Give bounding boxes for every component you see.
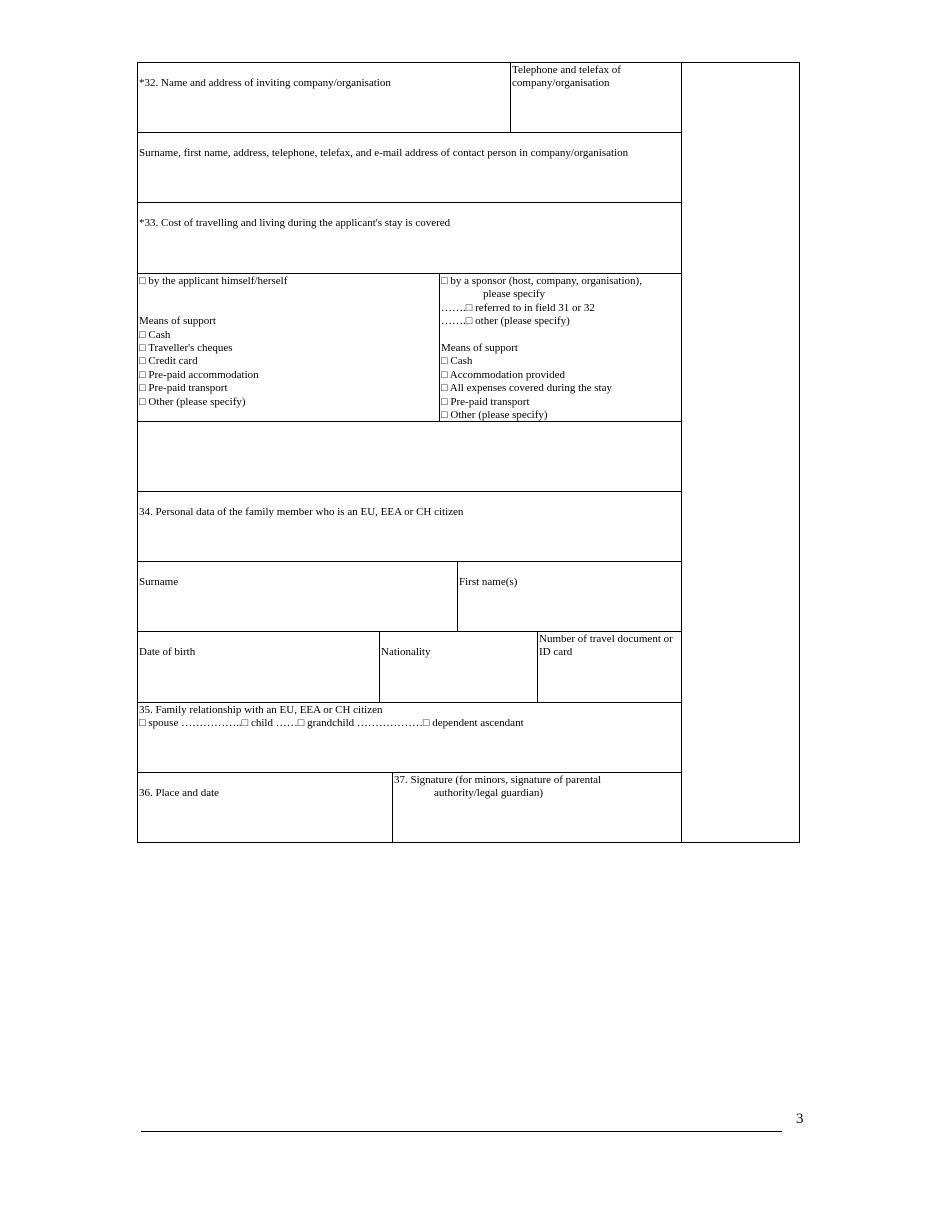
- date-of-birth-label: Date of birth: [139, 646, 196, 659]
- first-name-label: First name(s): [459, 576, 518, 589]
- applicant-means-travellers-cheques-checkbox[interactable]: □ Traveller's cheques: [139, 342, 233, 354]
- sponsor-please-specify: please specify: [483, 288, 545, 301]
- applicant-means-cell: [138, 274, 439, 421]
- sponsor-means-label: Means of support: [441, 342, 518, 355]
- field-32-company-name-address[interactable]: [138, 63, 510, 132]
- field-37-signature[interactable]: [393, 773, 681, 842]
- date-of-birth-field[interactable]: [138, 632, 379, 702]
- field-34-label: 34. Personal data of the family member who is an EU, EEA or CH citizen: [139, 506, 464, 519]
- applicant-himself-checkbox[interactable]: □ by the applicant himself/herself: [139, 275, 288, 287]
- grid-line: [799, 62, 800, 843]
- applicant-means-credit-card-checkbox[interactable]: □ Credit card: [139, 355, 198, 368]
- sponsor-means-other-checkbox[interactable]: □ Other (please specify): [441, 409, 548, 422]
- field-33-cost-coverage[interactable]: [138, 203, 681, 273]
- applicant-means-other-checkbox[interactable]: □ Other (please specify): [139, 395, 246, 408]
- field-37-label: 37. Signature (for minors, signature of parental: [394, 774, 602, 786]
- field-33-label: *33. Cost of travelling and living during the applicant's stay is covered: [139, 217, 451, 230]
- applicant-means-cash-checkbox[interactable]: □ Cash: [139, 328, 171, 341]
- applicant-means-prepaid-accommodation-checkbox[interactable]: □ Pre-paid accommodation: [139, 368, 259, 381]
- sponsor-referred-field-checkbox[interactable]: …….□ referred to in field 31 or 32: [441, 301, 595, 314]
- spacer: [139, 302, 438, 315]
- field-36-label: 36. Place and date: [139, 787, 220, 800]
- sponsor-checkbox[interactable]: □ by a sponsor (host, company, organisation),: [441, 275, 642, 287]
- sponsor-means-all-expenses-checkbox[interactable]: □ All expenses covered during the stay: [441, 382, 612, 395]
- field-32-label: *32. Name and address of inviting company/organisation: [139, 77, 391, 90]
- field-35-family-relationship: [138, 703, 681, 772]
- specify-text-field[interactable]: [138, 422, 681, 491]
- surname-field[interactable]: [138, 562, 457, 631]
- sponsor-means-accommodation-checkbox[interactable]: □ Accommodation provided: [441, 368, 565, 381]
- page-number: 3: [796, 1111, 804, 1127]
- field-32-phone-label: Telephone and telefax of company/organisation: [512, 64, 621, 90]
- grid-line: [137, 842, 800, 843]
- field-34-family-member-data: [138, 492, 681, 561]
- sponsor-means-prepaid-transport-checkbox[interactable]: □ Pre-paid transport: [441, 395, 530, 408]
- first-name-field[interactable]: [458, 562, 681, 631]
- applicant-means-prepaid-transport-checkbox[interactable]: □ Pre-paid transport: [139, 382, 228, 395]
- contact-person-field[interactable]: [138, 133, 681, 202]
- travel-document-label: Number of travel document or ID card: [539, 633, 673, 659]
- office-use-column: [682, 63, 799, 842]
- sponsor-means-cell: [440, 274, 681, 421]
- spacer: [139, 288, 438, 301]
- travel-document-number-field[interactable]: [538, 632, 681, 702]
- field-32-company-phone[interactable]: [511, 63, 681, 132]
- footer-rule: [141, 1131, 782, 1132]
- sponsor-means-cash-checkbox[interactable]: □ Cash: [441, 355, 473, 368]
- nationality-label: Nationality: [381, 646, 431, 659]
- surname-label: Surname: [139, 576, 179, 589]
- applicant-means-label: Means of support: [139, 315, 216, 328]
- field-35-label: 35. Family relationship with an EU, EEA or CH citizen: [139, 704, 383, 716]
- sponsor-other-checkbox[interactable]: …….□ other (please specify): [441, 315, 570, 328]
- nationality-field[interactable]: [380, 632, 537, 702]
- field-37-label-continued: authority/legal guardian): [434, 787, 544, 800]
- contact-person-label: Surname, first name, address, telephone, telefax, and e-mail address of contact person in company/organisation: [139, 147, 629, 160]
- spacer: [441, 329, 680, 342]
- relationship-options-checkboxes[interactable]: □ spouse ……………..□ child ……□ grandchild ………………□ dependent ascendant: [139, 717, 524, 730]
- field-36-place-date[interactable]: [138, 773, 392, 842]
